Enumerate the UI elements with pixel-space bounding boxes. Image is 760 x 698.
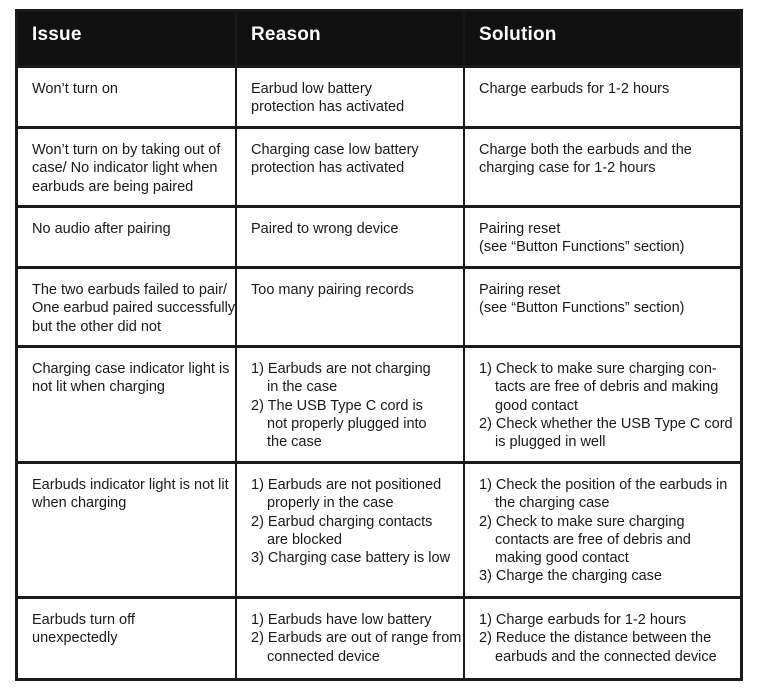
- row-7-reason: [237, 599, 463, 678]
- cell-line: Earbuds turn off: [32, 612, 135, 628]
- row-5-reason: [237, 348, 463, 461]
- cell-line: Pairing reset: [479, 221, 561, 237]
- header-reason: Reason: [237, 12, 463, 65]
- solution-list: [479, 476, 730, 586]
- cell-line: Earbud low battery: [251, 81, 372, 97]
- cell-line: unexpectedly: [32, 630, 118, 647]
- row-4-solution: [465, 269, 740, 345]
- cell-line: Paired to wrong device: [251, 221, 399, 237]
- cell-line: Charge both the earbuds and the: [479, 142, 692, 158]
- reason-list: [251, 476, 453, 567]
- cell-line: One earbud paired successfully: [32, 300, 235, 317]
- cell-line: case/ No indicator light when: [32, 160, 218, 177]
- cell-line: not lit when charging: [32, 379, 165, 396]
- cell-line: Won’t turn on by taking out of: [32, 142, 221, 158]
- cell-line: when charging: [32, 495, 127, 512]
- cell-line: Too many pairing records: [251, 282, 414, 298]
- list-item: 1) Earbuds have low battery: [251, 612, 432, 628]
- solution-list: [479, 611, 730, 666]
- cell-line: protection has activated: [251, 160, 405, 177]
- list-item: 2) Check to make sure charging contacts are free of debris and making good contact: [479, 513, 691, 567]
- list-item: 2) Earbuds are out of range from connected device: [251, 630, 462, 665]
- row-7-issue: [18, 599, 235, 678]
- list-item: 1) Check to make sure charging con- tacts are free of debris and making good contact: [479, 361, 719, 414]
- cell-line: Charging case indicator light is: [32, 361, 230, 377]
- row-6-reason: [237, 464, 463, 596]
- row-4-reason: [237, 269, 463, 345]
- cell-line: charging case for 1-2 hours: [479, 160, 656, 177]
- list-item: 3) Charging case battery is low: [251, 550, 451, 567]
- list-item: 2) Earbud charging contacts are blocked: [251, 513, 433, 548]
- reason-list: [251, 360, 453, 451]
- cell-line: Pairing reset: [479, 282, 561, 298]
- cell-line: Charging case low battery: [251, 142, 419, 158]
- list-item: 1) Earbuds are not positioned properly in the case: [251, 477, 442, 512]
- cell-line: Won’t turn on: [32, 81, 118, 97]
- list-item: 1) Earbuds are not charging in the case: [251, 361, 431, 396]
- list-item: 2) Reduce the distance between the earbuds and the connected device: [479, 630, 717, 665]
- list-item: 3) Charge the charging case: [479, 568, 662, 585]
- cell-line: (see “Button Functions” section): [479, 300, 685, 317]
- cell-line: Charge earbuds for 1-2 hours: [479, 81, 670, 97]
- cell-line: but the other did not: [32, 318, 161, 335]
- row-2-issue: [18, 129, 235, 205]
- row-1-issue: [18, 68, 235, 126]
- row-3-issue: [18, 208, 235, 266]
- row-6-issue: [18, 464, 235, 596]
- list-item: 1) Charge earbuds for 1-2 hours: [479, 612, 687, 628]
- row-5-solution: [465, 348, 740, 461]
- row-1-solution: [465, 68, 740, 126]
- list-item: 2) The USB Type C cord is not properly plugged into the case: [251, 397, 427, 451]
- row-3-solution: [465, 208, 740, 266]
- troubleshooting-table: [15, 9, 743, 681]
- row-7-solution: [465, 599, 740, 678]
- header-solution: Solution: [465, 12, 740, 65]
- cell-line: protection has activated: [251, 99, 405, 116]
- row-5-issue: [18, 348, 235, 461]
- cell-line: (see “Button Functions” section): [479, 239, 685, 256]
- reason-list: [251, 611, 462, 666]
- row-3-reason: [237, 208, 463, 266]
- row-4-issue: [18, 269, 235, 345]
- row-1-reason: [237, 68, 463, 126]
- row-2-solution: [465, 129, 740, 205]
- cell-line: Earbuds indicator light is not lit: [32, 477, 229, 493]
- cell-line: earbuds are being paired: [32, 178, 194, 195]
- row-6-solution: [465, 464, 740, 596]
- cell-line: The two earbuds failed to pair/: [32, 282, 228, 298]
- list-item: 2) Check whether the USB Type C cord is plugged in well: [479, 415, 733, 451]
- header-issue: Issue: [18, 12, 235, 65]
- list-item: 1) Check the position of the earbuds in the charging case: [479, 477, 728, 512]
- solution-list: [479, 360, 733, 451]
- row-2-reason: [237, 129, 463, 205]
- cell-line: No audio after pairing: [32, 221, 171, 237]
